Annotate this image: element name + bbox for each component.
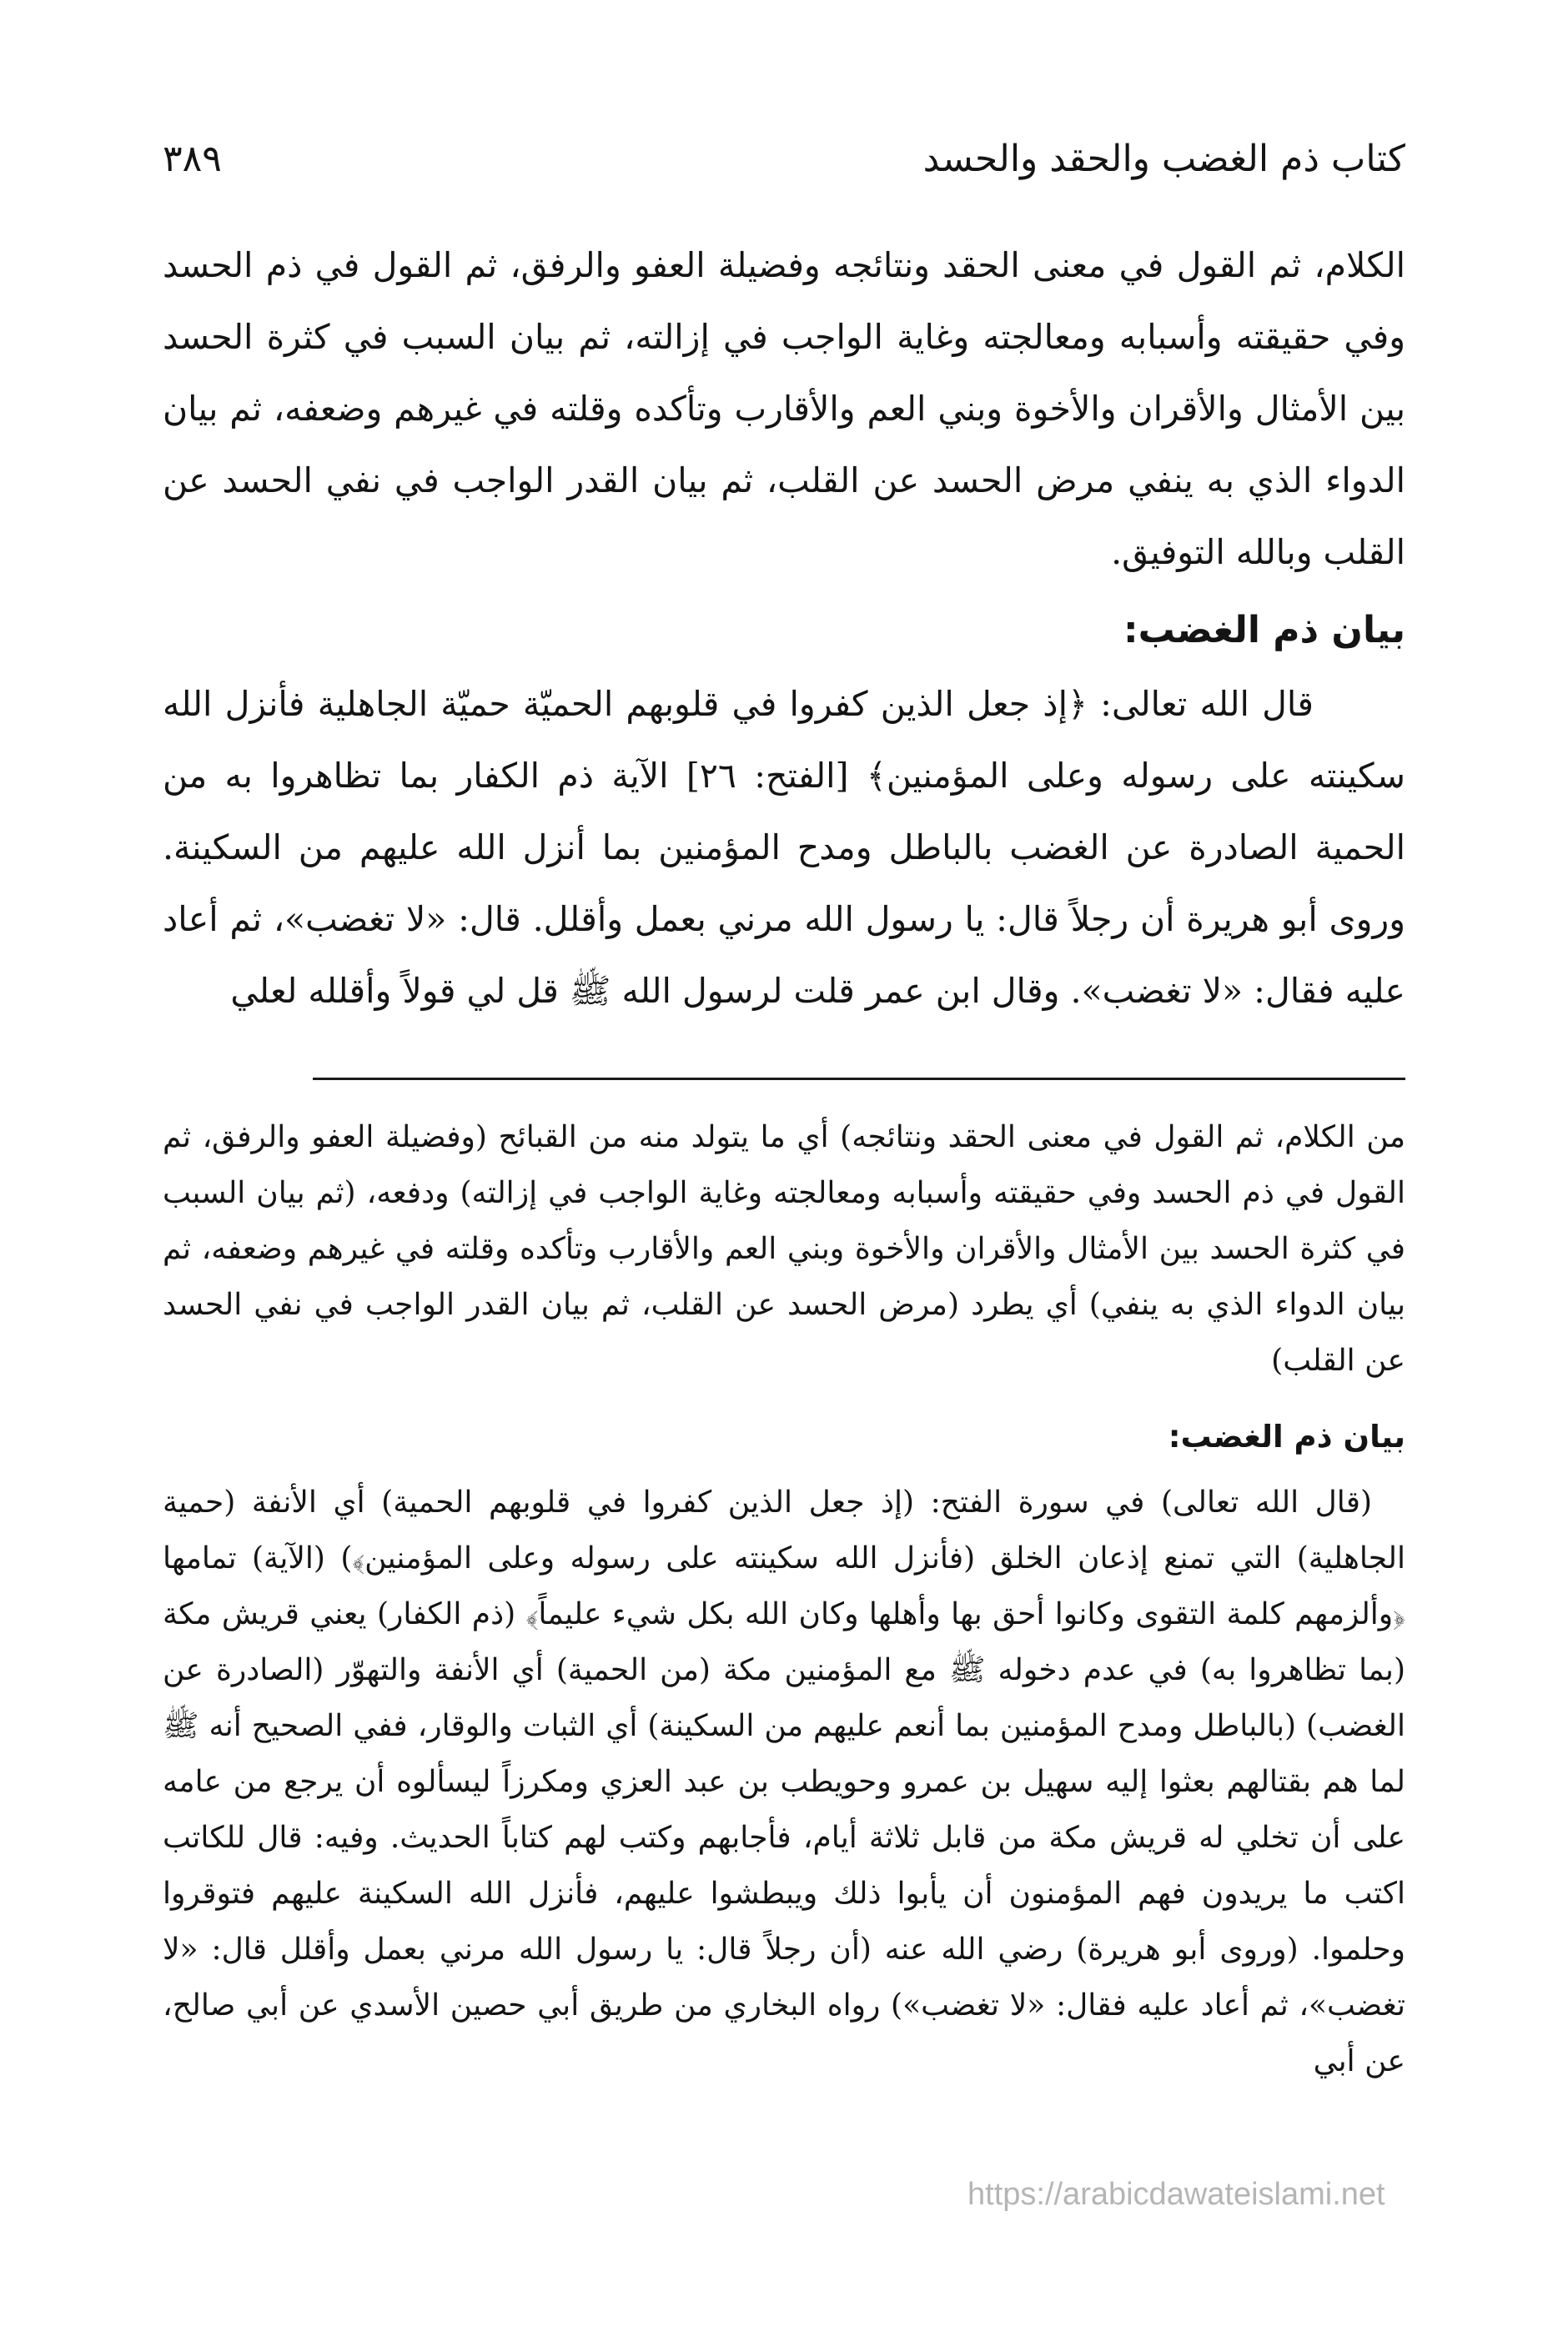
main-text-block [163, 229, 1405, 1027]
main-body-paragraph: قال الله تعالى: ﴿إذ جعل الذين كفروا في قلوبهم الحميّة حميّة الجاهلية فأنزل الله سكينته على رسوله وعلى المؤمنين﴾ [الفتح: ٢٦] الآية ذم الكفار بما تظاهروا به من الحمية الصادرة عن الغضب بالباطل ومدح المؤمنين بما أنزل الله عليهم من السكينة. وروى أبو هريرة أن رجلاً قال: يا رسول الله مرني بعمل وأقلل. قال: «لا تغضب»، ثم أعاد عليه فقال: «لا تغضب». وقال ابن عمر قلت لرسول الله ﷺ قل لي قولاً وأقلله لعلي [163, 684, 1405, 1011]
main-intro-paragraph: الكلام، ثم القول في معنى الحقد ونتائجه وفضيلة العفو والرفق، ثم القول في ذم الحسد وفي حقيقته وأسبابه ومعالجته وغاية الواجب في إزالته، ثم بيان السبب في كثرة الحسد بين الأمثال والأقران والأخوة وبني العم والأقارب وتأكده وقلته في غيرهم وضعفه، ثم بيان الدواء الذي به ينفي مرض الحسد عن القلب، ثم بيان القدر الواجب في نفي الحسد عن القلب وبالله التوفيق. [163, 245, 1405, 572]
running-title: كتاب ذم الغضب والحقد والحسد [922, 137, 1405, 180]
commentary-intro-paragraph: من الكلام، ثم القول في معنى الحقد ونتائجه) أي ما يتولد منه من القبائح (وفضيلة العفو والرفق، ثم القول في ذم الحسد وفي حقيقته وأسبابه ومعالجته وغاية الواجب في إزالته) ودفعه، (ثم بيان السبب في كثرة الحسد بين الأمثال والأقران والأخوة وبني العم والأقارب وتأكده وقلته في غيرهم وضعفه، ثم بيان الدواء الذي به ينفي) أي يطرد (مرض الحسد عن القلب، ثم بيان القدر الواجب في نفي الحسد عن القلب) [163, 1120, 1405, 1378]
commentary-section-heading: بيان ذم الغضب: [1168, 1419, 1405, 1455]
footnote-divider [313, 1078, 1405, 1080]
watermark-url: https://arabicdawateislami.net [967, 2177, 1385, 2212]
commentary-block [163, 1109, 1405, 2089]
page-number: ٣٨٩ [163, 137, 222, 180]
main-section-heading: بيان ذم الغضب: [1123, 609, 1405, 651]
page-header [163, 125, 1405, 192]
commentary-body-paragraph: (قال الله تعالى) في سورة الفتح: (إذ جعل الذين كفروا في قلوبهم الحمية) أي الأنفة (حمية الجاهلية) التي تمنع إذعان الخلق (فأنزل الله سكينته على رسوله وعلى المؤمنين﴾) (الآية) تمامها ﴿وألزمهم كلمة التقوى وكانوا أحق بها وأهلها وكان الله بكل شيء عليماً﴾ (ذم الكفار) يعني قريش مكة (بما تظاهروا به) في عدم دخوله ﷺ مع المؤمنين مكة (من الحمية) أي الأنفة والتهوّر (الصادرة عن الغضب) (بالباطل ومدح المؤمنين بما أنعم عليهم من السكينة) أي الثبات والوقار، ففي الصحيح أنه ﷺ لما هم بقتالهم بعثوا إليه سهيل بن عمرو وحويطب بن عبد العزي ومكرزاً ليسألوه أن يرجع من عامه على أن تخلي له قريش مكة من قابل ثلاثة أيام، فأجابهم وكتب لهم كتاباً الحديث. وفيه: قال للكاتب اكتب ما يريدون فهم المؤمنون أن يأبوا ذلك ويبطشوا عليهم، فأنزل الله السكينة عليهم فتوقروا وحلموا. (وروى أبو هريرة) رضي الله عنه (أن رجلاً قال: يا رسول الله مرني بعمل وأقلل قال: «لا تغضب»، ثم أعاد عليه فقال: «لا تغضب») رواه البخاري من طريق أبي حصين الأسدي عن أبي صالح، عن أبي [163, 1485, 1405, 2078]
